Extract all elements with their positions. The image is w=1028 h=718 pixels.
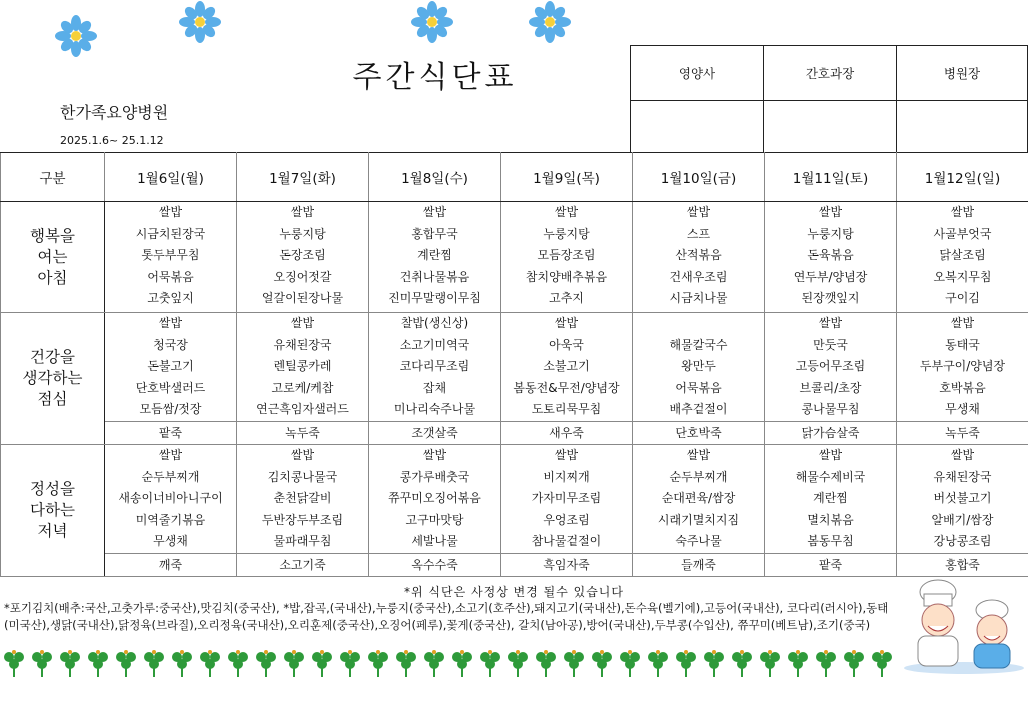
- menu-item: 얼갈이된장나물: [261, 291, 344, 306]
- menu-cell: [897, 313, 1028, 445]
- menu-item: 시금치된장국: [135, 226, 206, 241]
- menu-item: 도토리묵무침: [531, 402, 602, 417]
- menu-item: 계란찜: [417, 248, 452, 263]
- approval-label-nutritionist: 영양사: [631, 46, 764, 101]
- menu-item: 고로케/케찹: [271, 380, 334, 395]
- menu-item: 단호박샐러드: [135, 380, 206, 395]
- menu-item: 쌀밥: [422, 205, 447, 219]
- shamrock-icon: [588, 648, 616, 678]
- menu-item: 쌀밥: [686, 448, 711, 462]
- menu-item: 청국장: [153, 337, 188, 352]
- menu-item: 쌀밥: [554, 205, 579, 219]
- menu-item: 미나리숙주나물: [393, 402, 476, 417]
- menu-item: 순대편육/쌈장: [661, 491, 736, 506]
- day-header: 1월11일(토): [765, 153, 897, 202]
- menu-item: 참나물겉절이: [531, 534, 602, 549]
- menu-item: 모듬쌈/젓장: [139, 402, 202, 417]
- shamrock-icon: [364, 648, 392, 678]
- menu-item: 해물칼국수: [669, 337, 728, 352]
- menu-item: 호박볶음: [939, 380, 986, 395]
- shamrock-icon: [504, 648, 532, 678]
- menu-item: 무생채: [153, 534, 188, 549]
- menu-item: 건취나물볶음: [399, 269, 470, 284]
- menu-item: 브콜리/초장: [799, 380, 862, 395]
- menu-item: 누룽지탕: [543, 226, 590, 241]
- menu-item: 강낭콩조림: [933, 534, 992, 549]
- shamrock-icon: [784, 648, 812, 678]
- shamrock-icon: [140, 648, 168, 678]
- menu-item: 돈장조림: [279, 248, 326, 263]
- menu-item: 고춧잎지: [147, 291, 194, 306]
- lunch-row: [1, 313, 1028, 445]
- day-header: 1월10일(금): [633, 153, 765, 202]
- breakfast-row: [1, 202, 1028, 313]
- menu-item: 순두부찌개: [669, 469, 728, 484]
- menu-item: 멸치볶음: [807, 512, 854, 527]
- menu-item: 누룽지탕: [279, 226, 326, 241]
- shamrock-icon: [196, 648, 224, 678]
- shamrock-icon: [84, 648, 112, 678]
- menu-cell: [369, 202, 501, 313]
- menu-item: 고등어무조림: [795, 359, 866, 374]
- porridge-item: 녹두죽: [237, 421, 368, 444]
- breakfast-label: 행복을 여는 아침: [1, 202, 105, 313]
- menu-cell: [501, 202, 633, 313]
- shamrock-icon: [700, 648, 728, 678]
- menu-cell: [501, 445, 633, 577]
- menu-item: 된장깻잎지: [801, 291, 860, 306]
- menu-item: 콩가루배춧국: [399, 469, 470, 484]
- menu-item: 시금치나물: [669, 291, 728, 306]
- shamrock-icon: [560, 648, 588, 678]
- menu-item: 고추지: [549, 291, 584, 306]
- menu-item: 쌀밥: [158, 316, 183, 330]
- approval-label-director: 병원장: [897, 46, 1028, 101]
- shamrock-icon: [672, 648, 700, 678]
- menu-item: 스프: [686, 226, 711, 241]
- menu-cell: [105, 313, 237, 445]
- menu-item: 봄동전&무전/양념장: [513, 380, 620, 395]
- menu-item: 렌틸콩카레: [273, 359, 332, 374]
- shamrock-icon: [616, 648, 644, 678]
- menu-item: 콩나물무침: [801, 402, 860, 417]
- approval-label-nursing-chief: 간호과장: [764, 46, 897, 101]
- menu-item: 연두부/양념장: [793, 269, 868, 284]
- dinner-label: 정성을 다하는 저녁: [1, 445, 105, 577]
- menu-item: 왕만두: [681, 359, 716, 374]
- day-header: 1월7일(화): [237, 153, 369, 202]
- shamrock-icon: [0, 648, 28, 678]
- menu-item: 돈육볶음: [807, 248, 854, 263]
- menu-item: 구이김: [945, 291, 980, 306]
- menu-item: 만둣국: [813, 337, 848, 352]
- approval-sign-director[interactable]: [897, 101, 1028, 153]
- menu-item: 동태국: [945, 337, 980, 352]
- menu-item: 봄동무침: [807, 534, 854, 549]
- menu-item: 닭살조림: [939, 248, 986, 263]
- menu-item: 쌀밥: [290, 316, 315, 330]
- menu-item: 배추겉절이: [669, 402, 728, 417]
- menu-cell: [765, 445, 897, 577]
- menu-item: 우엉조림: [543, 512, 590, 527]
- menu-item: 두부구이/양념장: [919, 359, 1006, 374]
- menu-cell: [237, 445, 369, 577]
- menu-item: 쌀밥: [818, 316, 843, 330]
- menu-item: 누룽지탕: [807, 226, 854, 241]
- menu-item: 무생채: [945, 402, 980, 417]
- dinner-row: [1, 445, 1028, 577]
- flower-icon: [528, 0, 572, 44]
- approval-grid: [630, 45, 1028, 153]
- flower-icon: [54, 14, 98, 58]
- menu-item: 쌀밥: [950, 316, 975, 330]
- shamrock-icon: [476, 648, 504, 678]
- menu-item: 쌀밥: [422, 448, 447, 462]
- menu-item: 쌀밥: [818, 205, 843, 219]
- porridge-item: 깨죽: [105, 553, 236, 576]
- corner-label: 구분: [1, 153, 105, 202]
- menu-item: 유채된장국: [933, 469, 992, 484]
- menu-item: 시래기멸치지짐: [657, 512, 740, 527]
- origin-info: *포기김치(배추:국산,고춧가루:중국산),맛김치(중국산), *밥,잡곡,(국내산),누룽지(중국산),소고기(호주산),돼지고기(국내산),돈수육(벨기에),고등어(국내산), 코다리(러시아),동태(미국산),생닭(국내산),닭정육(브라질),오리정육(국내산),오리훈제(중국산),오징어(페루),꽃게(중국산), 갈치(남아공),방어(국내산),두부콩(수입산), 쮸꾸미(베트남),조기(중국): [4, 601, 889, 632]
- menu-cell: [237, 313, 369, 445]
- menu-item: 김치콩나물국: [267, 469, 338, 484]
- menu-item: 소불고기: [543, 359, 590, 374]
- flower-icon: [178, 0, 222, 44]
- menu-item: 미역줄기볶음: [135, 512, 206, 527]
- porridge-item: 새우죽: [501, 421, 632, 444]
- menu-item: 진미무말랭이무침: [388, 291, 481, 306]
- shamrock-icon: [224, 648, 252, 678]
- shamrock-icon: [112, 648, 140, 678]
- menu-item: 쌀밥: [950, 205, 975, 219]
- menu-item: 숙주나물: [675, 534, 722, 549]
- porridge-item: 조갯살죽: [369, 421, 500, 444]
- menu-item: 두반장두부조림: [261, 512, 344, 527]
- menu-cell: [105, 445, 237, 577]
- menu-cell: [897, 202, 1028, 313]
- shamrock-icon: [168, 648, 196, 678]
- menu-item: 쌀밥: [158, 205, 183, 219]
- period-range: 2025.1.6~ 25.1.12: [60, 134, 164, 147]
- menu-item: 톳두부무침: [141, 248, 200, 263]
- menu-item: 춘천닭갈비: [273, 491, 332, 506]
- menu-item: 오징어젓갈: [273, 269, 332, 284]
- approval-sign-nursing-chief[interactable]: [764, 101, 897, 153]
- menu-item: 쌀밥: [158, 448, 183, 462]
- shamrock-icon: [644, 648, 672, 678]
- porridge-item: 녹두죽: [897, 421, 1028, 444]
- shamrock-icon: [728, 648, 756, 678]
- menu-item: 쌀밥: [554, 448, 579, 462]
- approval-sign-nutritionist[interactable]: [631, 101, 764, 153]
- menu-item: 소고기미역국: [399, 337, 470, 352]
- menu-item: 쌀밥: [290, 205, 315, 219]
- menu-item: 찰밥(생신상): [400, 316, 469, 330]
- menu-item: 순두부찌개: [141, 469, 200, 484]
- menu-cell: [237, 202, 369, 313]
- porridge-item: 흑임자죽: [501, 553, 632, 576]
- menu-item: 돈불고기: [147, 359, 194, 374]
- menu-item: 사골부엇국: [933, 226, 992, 241]
- menu-item: 쌀밥: [686, 205, 711, 219]
- porridge-item: 단호박죽: [633, 421, 764, 444]
- menu-item: 가자미무조림: [531, 491, 602, 506]
- menu-item: 유채된장국: [273, 337, 332, 352]
- menu-item: [633, 313, 764, 335]
- menu-item: 어묵볶음: [675, 380, 722, 395]
- shamrock-icon: [280, 648, 308, 678]
- menu-item: 쌀밥: [554, 316, 579, 330]
- menu-item: 계란찜: [813, 491, 848, 506]
- porridge-item: 소고기죽: [237, 553, 368, 576]
- porridge-item: 옥수수죽: [369, 553, 500, 576]
- porridge-item: 들깨죽: [633, 553, 764, 576]
- menu-item: 쌀밥: [818, 448, 843, 462]
- shamrock-icon: [308, 648, 336, 678]
- shamrock-icon: [56, 648, 84, 678]
- menu-cell: [369, 313, 501, 445]
- shamrock-border: [0, 648, 910, 678]
- shamrock-icon: [532, 648, 560, 678]
- menu-item: 홍합무국: [411, 226, 458, 241]
- shamrock-icon: [868, 648, 896, 678]
- menu-item: 건새우조림: [669, 269, 728, 284]
- menu-item: 새송이너비아니구이: [118, 491, 223, 506]
- menu-cell: [897, 445, 1028, 577]
- menu-cell: [369, 445, 501, 577]
- menu-item: 쮸꾸미오징어볶음: [388, 491, 481, 506]
- hospital-name: 한가족요양병원: [60, 103, 169, 122]
- shamrock-icon: [840, 648, 868, 678]
- flower-icon: [410, 0, 454, 44]
- menu-cell: [501, 313, 633, 445]
- day-header: 1월6일(월): [105, 153, 237, 202]
- menu-item: 버섯불고기: [933, 491, 992, 506]
- menu-cell: [633, 445, 765, 577]
- shamrock-icon: [448, 648, 476, 678]
- menu-item: 물파래무침: [273, 534, 332, 549]
- menu-item: 쌀밥: [950, 448, 975, 462]
- porridge-item: 팥죽: [765, 553, 896, 576]
- menu-item: 어묵볶음: [147, 269, 194, 284]
- menu-item: 모듬장조림: [537, 248, 596, 263]
- menu-item: 참치양배추볶음: [525, 269, 608, 284]
- page-title: 주간식단표: [352, 60, 518, 95]
- chef-icon: [900, 576, 1028, 676]
- menu-item: 고구마맛탕: [405, 512, 464, 527]
- menu-item: 잡채: [422, 380, 447, 395]
- menu-item: 산적볶음: [675, 248, 722, 263]
- menu-item: 코다리무조림: [399, 359, 470, 374]
- menu-item: 쌀밥: [290, 448, 315, 462]
- shamrock-icon: [252, 648, 280, 678]
- porridge-item: 홍합죽: [897, 553, 1028, 576]
- day-header: 1월9일(목): [501, 153, 633, 202]
- menu-item: 연근흑임자샐러드: [256, 402, 349, 417]
- menu-item: 해물수제비국: [795, 469, 866, 484]
- shamrock-icon: [420, 648, 448, 678]
- lunch-label: 건강을 생각하는 점심: [1, 313, 105, 445]
- shamrock-icon: [392, 648, 420, 678]
- menu-item: 알배기/쌈장: [931, 512, 994, 527]
- menu-item: 비지찌개: [543, 469, 590, 484]
- shamrock-icon: [756, 648, 784, 678]
- menu-cell: [633, 202, 765, 313]
- menu-item: 세발나물: [411, 534, 458, 549]
- porridge-item: 닭가슴살죽: [765, 421, 896, 444]
- shamrock-icon: [28, 648, 56, 678]
- menu-table: [0, 152, 1028, 577]
- menu-cell: [633, 313, 765, 445]
- porridge-item: 팥죽: [105, 421, 236, 444]
- shamrock-icon: [336, 648, 364, 678]
- change-notice: *위 식단은 사정상 변경 될수 있습니다: [404, 585, 624, 599]
- menu-cell: [765, 202, 897, 313]
- day-header: 1월8일(수): [369, 153, 501, 202]
- shamrock-icon: [812, 648, 840, 678]
- day-header: 1월12일(일): [897, 153, 1028, 202]
- menu-cell: [765, 313, 897, 445]
- menu-item: 오복지무침: [933, 269, 992, 284]
- menu-item: 아욱국: [549, 337, 584, 352]
- menu-cell: [105, 202, 237, 313]
